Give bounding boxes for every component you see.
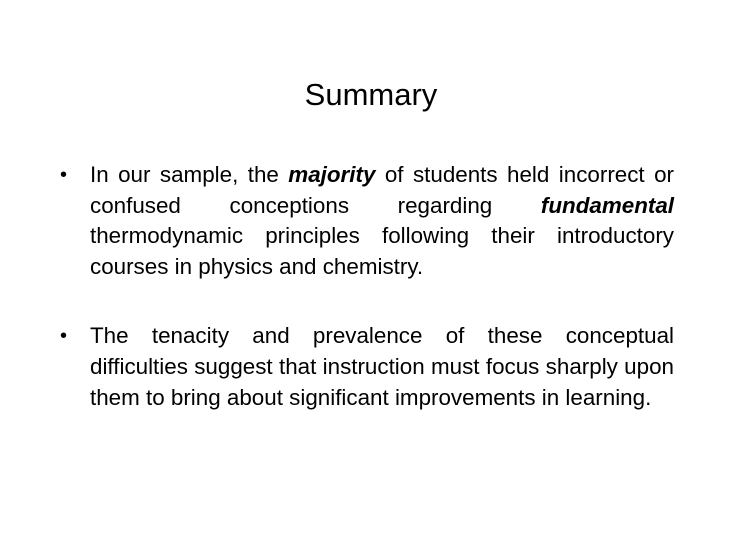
bullet-dot-icon: • [60,325,68,348]
bullet-list [60,160,674,452]
bullet-text-segment: of students held incorrect or confused conceptions regarding [90,162,674,218]
bullet-text-segment: In our sample, the [90,162,289,187]
slide-title-text: Summary [304,77,438,112]
bullet-item-2 [60,321,674,413]
bullet-text-segment: The tenacity and prevalence of these conceptual difficulties suggest that instruction must focus sharply upon them to bring about significant improvements in learning. [90,323,674,410]
slide-title [0,76,742,114]
emphasis-fundamental: fundamental [540,192,674,218]
emphasis-majority: majority [288,162,376,187]
bullet-text-segment: thermodynamic principles following their introductory courses in physics and chemistry. [90,223,674,279]
bullet-item-1 [60,160,674,282]
bullet-dot-icon: • [60,164,68,186]
